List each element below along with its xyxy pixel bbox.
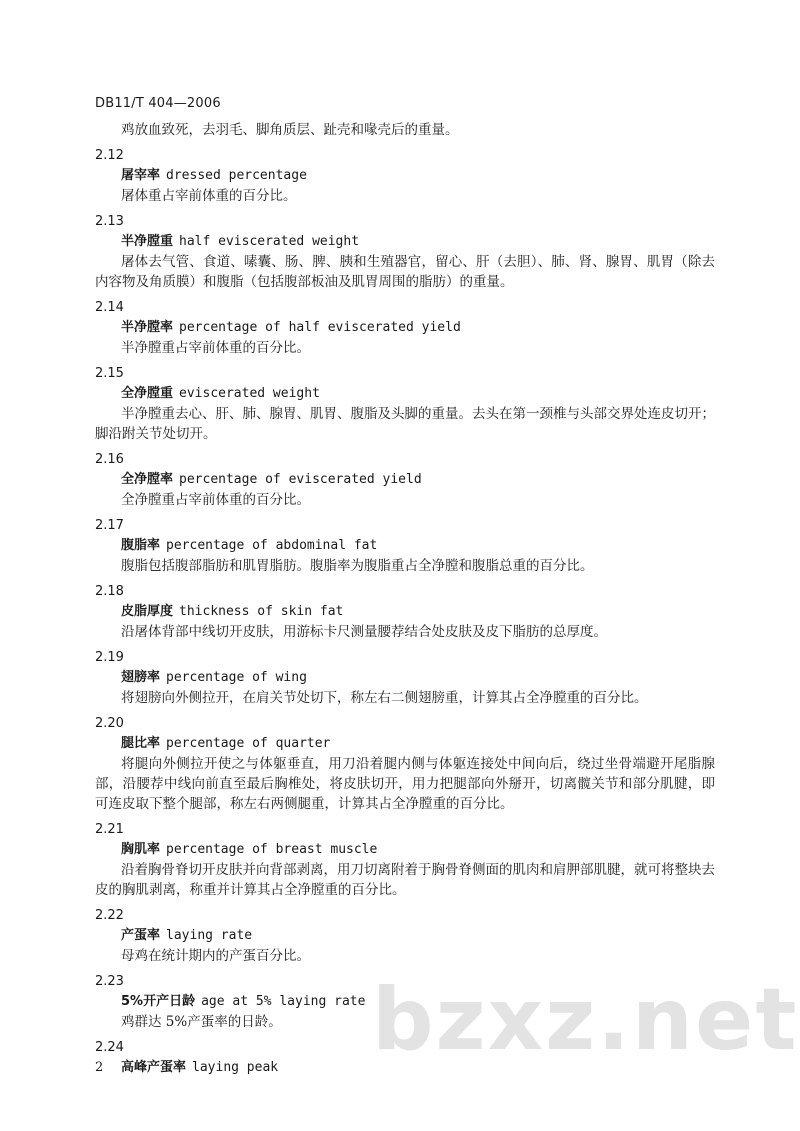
document-code-header: DB11/T 404—2006 xyxy=(95,96,221,111)
term-line xyxy=(95,384,715,404)
term-chinese: 胸肌率 xyxy=(121,842,161,857)
term-english: percentage of abdominal fat xyxy=(166,538,378,553)
term-chinese: 5%开产日龄 xyxy=(121,994,196,1009)
term-chinese: 屠宰率 xyxy=(121,168,161,183)
term-line xyxy=(95,840,715,860)
term-english: laying rate xyxy=(166,928,253,943)
term-chinese: 皮脂厚度 xyxy=(121,604,174,619)
entry-number: 2.12 xyxy=(95,148,124,163)
term-definition: 全净膛重占宰前体重的百分比。 xyxy=(121,492,310,508)
term-chinese: 腹脂率 xyxy=(121,538,161,553)
term-line xyxy=(95,734,715,754)
entry-number: 2.19 xyxy=(95,650,124,665)
term-english: percentage of half eviscerated yield xyxy=(179,320,461,335)
entry-number: 2.14 xyxy=(95,300,124,315)
lead-paragraph: 鸡放血致死，去羽毛、脚角质层、趾壳和喙壳后的重量。 xyxy=(121,122,459,138)
term-entry-2-16 xyxy=(95,450,715,510)
term-entry-2-15 xyxy=(95,364,715,444)
term-entry-2-19 xyxy=(95,648,715,708)
term-entry-2-20 xyxy=(95,714,715,814)
entry-number: 2.23 xyxy=(95,974,124,989)
term-line xyxy=(95,166,715,186)
entry-number: 2.22 xyxy=(95,908,124,923)
term-chinese: 腿比率 xyxy=(121,736,161,751)
term-english: percentage of breast muscle xyxy=(166,842,378,857)
term-line xyxy=(95,926,715,946)
term-english: percentage of quarter xyxy=(166,736,331,751)
term-chinese: 半净膛重 xyxy=(121,234,174,249)
term-english: percentage of eviscerated yield xyxy=(179,472,422,487)
term-definition: 半净膛重占宰前体重的百分比。 xyxy=(121,340,310,356)
term-definition: 屠体重占宰前体重的百分比。 xyxy=(121,188,297,204)
term-chinese: 全净膛率 xyxy=(121,472,174,487)
term-chinese: 高峰产蛋率 xyxy=(121,1060,187,1075)
term-line xyxy=(95,668,715,688)
term-chinese: 全净膛重 xyxy=(121,386,174,401)
entry-number: 2.18 xyxy=(95,584,124,599)
term-line xyxy=(95,318,715,338)
entry-number: 2.24 xyxy=(95,1040,124,1055)
term-entry-2-14 xyxy=(95,298,715,358)
term-english: half eviscerated weight xyxy=(179,234,360,249)
term-entry-2-21 xyxy=(95,820,715,900)
term-definition: 沿屠体背部中线切开皮肤，用游标卡尺测量腰荐结合处皮肤及皮下脂肪的总厚度。 xyxy=(121,624,607,640)
term-entry-2-18 xyxy=(95,582,715,642)
page-number: 2 xyxy=(95,1060,104,1075)
term-definition: 腹脂包括腹部脂肪和肌胃脂肪。腹脂率为腹脂重占全净膛和腹脂总重的百分比。 xyxy=(121,558,594,574)
term-english: percentage of wing xyxy=(166,670,307,685)
term-entry-2-13 xyxy=(95,212,715,292)
term-english: eviscerated weight xyxy=(179,386,320,401)
term-line xyxy=(95,536,715,556)
term-entry-2-12 xyxy=(95,146,715,206)
term-line xyxy=(95,470,715,490)
term-definition: 屠体去气管、食道、嗉囊、肠、脾、胰和生殖器官，留心、肝（去胆）、肺、肾、腺胃、肌胃（除去内容物及角质膜）和腹脂（包括腹部板油及肌胃周围的脂肪）的重量。 xyxy=(95,254,715,290)
term-chinese: 翅膀率 xyxy=(121,670,161,685)
entry-number: 2.16 xyxy=(95,452,124,467)
term-definition: 半净膛重去心、肝、肺、腺胃、肌胃、腹脂及头脚的重量。去头在第一颈椎与头部交界处连皮切开；脚沿跗关节处切开。 xyxy=(95,406,715,442)
term-definition: 将翅膀向外侧拉开，在肩关节处切下，称左右二侧翅膀重，计算其占全净膛重的百分比。 xyxy=(121,690,648,706)
term-chinese: 产蛋率 xyxy=(121,928,161,943)
term-entry-2-17 xyxy=(95,516,715,576)
watermark-text: bzxz.net xyxy=(372,970,799,1070)
term-line xyxy=(95,602,715,622)
term-line xyxy=(95,232,715,252)
entry-number: 2.15 xyxy=(95,366,124,381)
term-definition: 沿着胸骨脊切开皮肤并向背部剥离，用刀切离附着于胸骨脊侧面的肌肉和肩胛部肌腱，就可将整块去皮的胸肌剥离，称重并计算其占全净膛重的百分比。 xyxy=(95,862,715,898)
term-english: dressed percentage xyxy=(166,168,307,183)
term-chinese: 半净膛率 xyxy=(121,320,174,335)
term-english: laying peak xyxy=(192,1060,279,1075)
term-definition: 鸡群达 5%产蛋率的日龄。 xyxy=(121,1014,282,1030)
entry-number: 2.21 xyxy=(95,822,124,837)
term-definition: 母鸡在统计期内的产蛋百分比。 xyxy=(121,948,310,964)
term-definition: 将腿向外侧拉开使之与体躯垂直，用刀沿着腿内侧与体躯连接处中间向后，绕过坐骨端避开尾脂腺部，沿腰荐中线向前直至最后胸椎处，将皮肤切开，用力把腿部向外掰开，切离髋关节和部分肌腱，即可连皮取下整个腿部，称左右两侧腿重，计算其占全净膛重的百分比。 xyxy=(95,756,715,812)
term-english: thickness of skin fat xyxy=(179,604,344,619)
entry-number: 2.20 xyxy=(95,716,124,731)
term-english: age at 5% laying rate xyxy=(201,994,366,1009)
entry-number: 2.17 xyxy=(95,518,124,533)
entry-number: 2.13 xyxy=(95,214,124,229)
document-body xyxy=(95,120,715,1078)
term-entry-2-22 xyxy=(95,906,715,966)
